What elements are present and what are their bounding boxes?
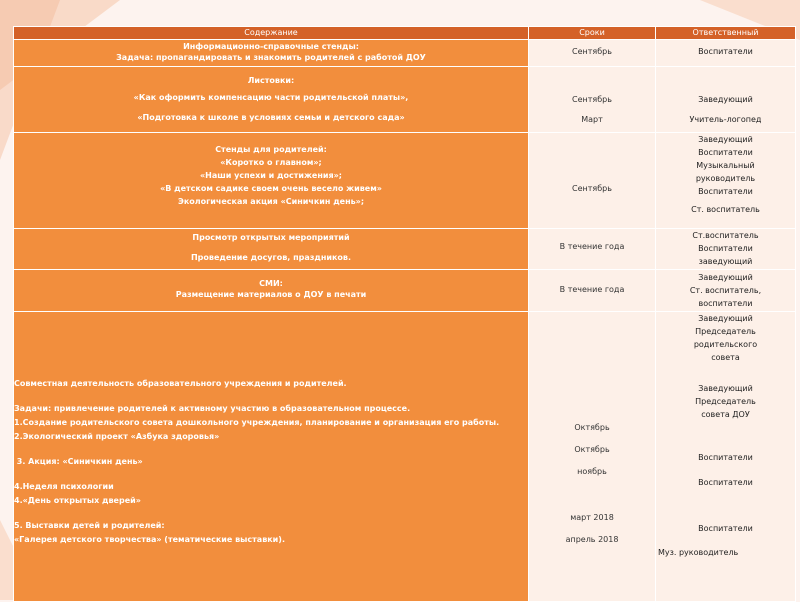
cell-line: совета ДОУ: [701, 410, 750, 419]
deadline-cell: [529, 133, 656, 229]
responsible-cell: [656, 312, 796, 602]
cell-line: Воспитатели: [698, 478, 753, 487]
cell-line: Воспитатели: [698, 244, 753, 253]
cell-line: 4.«День открытых дверей»: [14, 496, 141, 505]
cell-line: Воспитатели: [698, 453, 753, 462]
cell-line: Заведующий: [698, 314, 753, 323]
cell-line: СМИ:: [259, 279, 283, 288]
responsible-cell: [656, 133, 796, 229]
cell-line: Проведение досугов, праздников.: [190, 253, 352, 262]
cell-line: Сентябрь: [572, 184, 612, 193]
cell-line: 5. Выставки детей и родителей:: [14, 521, 165, 530]
cell-line: Заведующий: [698, 95, 753, 104]
cell-line: Совместная деятельность образовательного учреждения и родителей.: [14, 379, 347, 388]
cell-line: Воспитатели: [698, 187, 753, 196]
deadline-cell: [529, 312, 656, 602]
cell-line: «Как оформить компенсацию части родительской платы»,: [133, 93, 409, 102]
cell-line: Сентябрь: [572, 47, 612, 56]
cell-line: Листовки:: [247, 76, 295, 85]
table-header-row: [14, 27, 796, 40]
cell-line: заведующий: [698, 257, 753, 266]
deadline-cell: [529, 229, 656, 270]
cell-line: «В детском садике своем очень весело живем»: [160, 184, 382, 193]
cell-line: Размещение материалов о ДОУ в печати: [175, 290, 367, 299]
table-row: [14, 67, 796, 133]
table-row: [14, 133, 796, 229]
cell-line: Ст. воспитатель,: [689, 286, 762, 295]
cell-line: Стенды для родителей:: [215, 145, 327, 154]
cell-line: Муз. руководитель: [658, 548, 739, 557]
cell-line: Воспитатели: [698, 148, 753, 157]
cell-line: Заведующий: [698, 273, 753, 282]
cell-line: Ст.воспитатель: [692, 231, 759, 240]
cell-line: 1.Создание родительского совета дошкольного учреждения, планирование и организация его работы.: [14, 418, 500, 427]
plan-table-wrapper: [13, 26, 796, 602]
content-cell: [14, 229, 529, 270]
cell-line: Задача: пропагандировать и знакомить родителей с работой ДОУ: [116, 53, 426, 62]
cell-line: Воспитатели: [698, 524, 753, 533]
cell-line: 2.Экологический проект «Азбука здоровья»: [14, 432, 220, 441]
cell-line: Задачи: привлечение родителей к активному участию в образовательном процессе.: [14, 404, 411, 413]
responsible-cell: [656, 229, 796, 270]
content-cell: [14, 270, 529, 312]
cell-line: Сентябрь: [572, 95, 612, 104]
cell-line: «Галерея детского творчества» (тематические выставки).: [14, 535, 285, 544]
cell-line: Учитель-логопед: [689, 115, 762, 124]
cell-line: Заведующий: [698, 135, 753, 144]
cell-line: «Подготовка к школе в условиях семьи и детского сада»: [137, 113, 405, 122]
cell-line: Музыкальный: [696, 161, 755, 170]
cell-line: Октябрь: [574, 445, 610, 454]
responsible-cell: [656, 67, 796, 133]
content-cell: [14, 133, 529, 229]
responsible-cell: [656, 40, 796, 67]
cell-line: Заведующий: [698, 384, 753, 393]
cell-line: руководитель: [695, 174, 756, 183]
cell-line: 4.Неделя психологии: [14, 482, 114, 491]
cell-line: Ст. воспитатель: [691, 205, 760, 214]
cell-line: ноябрь: [577, 467, 607, 476]
cell-line: В течение года: [559, 285, 625, 294]
cell-line: Председатель: [695, 397, 756, 406]
deadline-cell: [529, 40, 656, 67]
header-responsible: Ответственный: [656, 27, 796, 40]
table-row: [14, 40, 796, 67]
cell-line: Председатель: [695, 327, 756, 336]
cell-line: Воспитатели: [698, 47, 753, 56]
responsible-cell: [656, 270, 796, 312]
content-cell: [14, 40, 529, 67]
cell-line: март 2018: [570, 513, 614, 522]
cell-line: 3. Акция: «Синичкин день»: [14, 457, 143, 466]
table-row: [14, 270, 796, 312]
table-row: [14, 312, 796, 602]
cell-line: «Коротко о главном»;: [220, 158, 322, 167]
cell-line: «Наши успехи и достижения»;: [200, 171, 342, 180]
cell-line: В течение года: [559, 242, 625, 251]
table-row: [14, 229, 796, 270]
deadline-cell: [529, 67, 656, 133]
cell-line: Экологическая акция «Синичкин день»;: [177, 197, 365, 206]
cell-line: родительского: [693, 340, 758, 349]
cell-line: Информационно-справочные стенды:: [183, 42, 359, 51]
cell-line: Октябрь: [574, 423, 610, 432]
cell-line: апрель 2018: [565, 535, 619, 544]
cell-line: Просмотр открытых мероприятий: [192, 233, 350, 242]
content-cell: [14, 67, 529, 133]
cell-line: Март: [581, 115, 603, 124]
header-deadline: Сроки: [529, 27, 656, 40]
header-content: Содержание: [14, 27, 529, 40]
content-cell: [14, 312, 529, 602]
deadline-cell: [529, 270, 656, 312]
plan-table: [13, 26, 796, 602]
cell-line: воспитатели: [698, 299, 753, 308]
cell-line: совета: [711, 353, 740, 362]
